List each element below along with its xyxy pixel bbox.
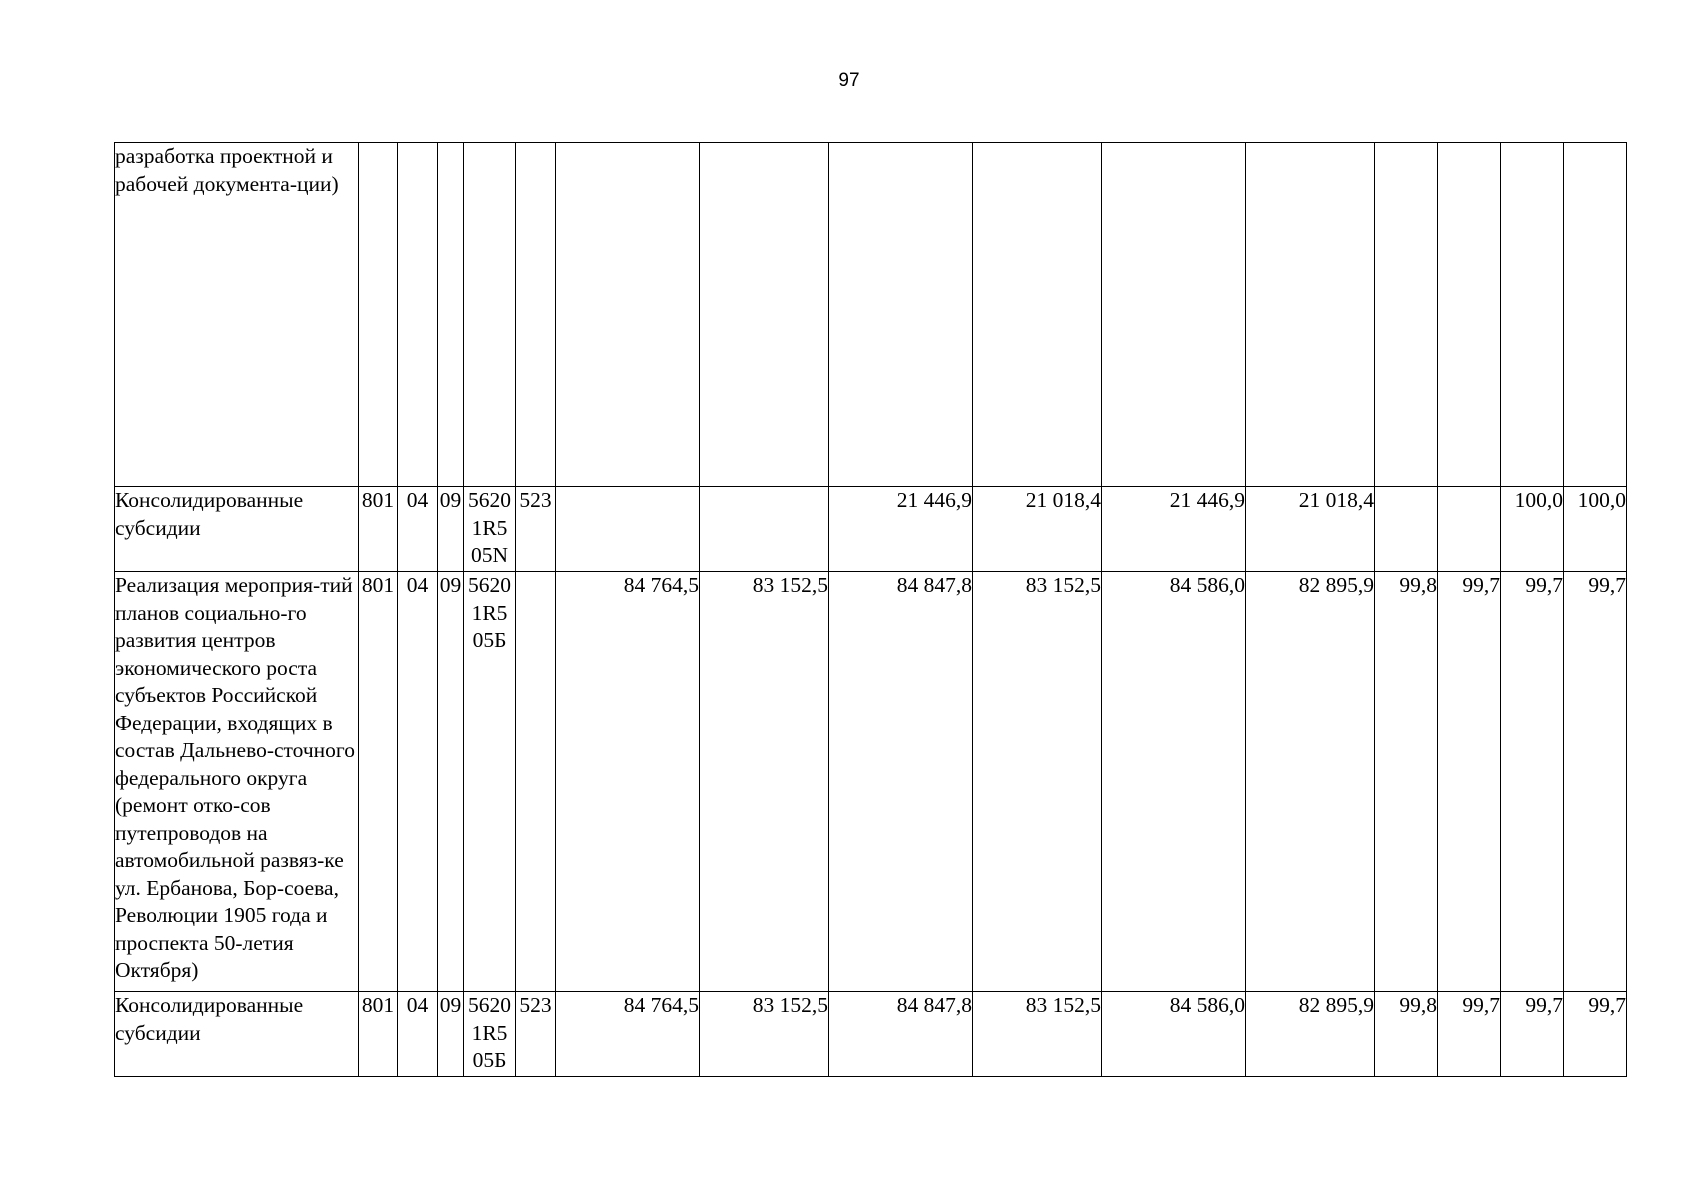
page-number: 97 — [838, 70, 860, 91]
amount-1 — [556, 143, 700, 487]
target-article-code — [464, 487, 516, 572]
percent-2: 99,7 — [1438, 992, 1501, 1077]
percent-1: 99,8 — [1375, 572, 1438, 992]
amount-4: 21 018,4 — [973, 487, 1102, 572]
target-article-code-part: 05Б — [472, 1048, 507, 1072]
expense-type-code: 523 — [516, 487, 556, 572]
subsection-code: 09 — [438, 572, 464, 992]
subsection-code: 09 — [438, 992, 464, 1077]
ved-code: 801 — [359, 992, 398, 1077]
ved-code: 801 — [359, 572, 398, 992]
amount-6 — [1246, 143, 1375, 487]
amount-3: 84 847,8 — [829, 572, 973, 992]
expense-type-code: 523 — [516, 992, 556, 1077]
target-article-code-part: 5620 — [468, 488, 511, 512]
table-row — [115, 487, 1627, 572]
section-code: 04 — [398, 572, 438, 992]
amount-3: 84 847,8 — [829, 992, 973, 1077]
target-article-code-part: 1R5 — [471, 1020, 508, 1045]
amount-6: 82 895,9 — [1246, 572, 1375, 992]
target-article-code-part: 1R5 — [471, 600, 508, 625]
percent-1 — [1375, 143, 1438, 487]
percent-1: 99,8 — [1375, 992, 1438, 1077]
amount-2 — [700, 487, 829, 572]
target-article-code — [464, 143, 516, 487]
amount-3: 21 446,9 — [829, 487, 973, 572]
section-code: 04 — [398, 487, 438, 572]
percent-4 — [1564, 143, 1627, 487]
item-name: Консолидированные субсидии — [115, 992, 359, 1077]
amount-5: 84 586,0 — [1102, 572, 1246, 992]
percent-4: 99,7 — [1564, 992, 1627, 1077]
amount-2: 83 152,5 — [700, 992, 829, 1077]
expense-type-code — [516, 143, 556, 487]
item-name: разработка проектной и рабочей документа-ции) — [115, 143, 359, 487]
target-article-code-part: 1R5 — [471, 515, 508, 540]
amount-2 — [700, 143, 829, 487]
ved-code: 801 — [359, 487, 398, 572]
percent-3: 99,7 — [1501, 572, 1564, 992]
expense-type-code — [516, 572, 556, 992]
target-article-code-part: 5620 — [468, 993, 511, 1017]
amount-1: 84 764,5 — [556, 992, 700, 1077]
target-article-code — [464, 992, 516, 1077]
table-row — [115, 572, 1627, 992]
subsection-code — [438, 143, 464, 487]
percent-4: 99,7 — [1564, 572, 1627, 992]
amount-2: 83 152,5 — [700, 572, 829, 992]
amount-5 — [1102, 143, 1246, 487]
amount-4: 83 152,5 — [973, 572, 1102, 992]
item-name: Реализация мероприя-тий планов социально-го развития центров экономического роста субъектов Российской Федерации, входящих в состав Дальнево-сточного федерального округа (ремонт отко-сов путепроводов на автомобильной развяз-ке ул. Ербанова, Бор-соева, Революции 1905 года и проспекта 50-летия Октября) — [115, 572, 359, 992]
target-article-code-part: 05N — [470, 543, 509, 567]
amount-4: 83 152,5 — [973, 992, 1102, 1077]
amount-4 — [973, 143, 1102, 487]
target-article-code — [464, 572, 516, 992]
amount-5: 84 586,0 — [1102, 992, 1246, 1077]
table-row — [115, 143, 1627, 487]
amount-6: 82 895,9 — [1246, 992, 1375, 1077]
budget-table — [114, 142, 1627, 1077]
percent-2 — [1438, 487, 1501, 572]
percent-4: 100,0 — [1564, 487, 1627, 572]
section-code: 04 — [398, 992, 438, 1077]
ved-code — [359, 143, 398, 487]
amount-3 — [829, 143, 973, 487]
amount-6: 21 018,4 — [1246, 487, 1375, 572]
item-name: Консолидированные субсидии — [115, 487, 359, 572]
table-row — [115, 992, 1627, 1077]
percent-3: 99,7 — [1501, 992, 1564, 1077]
amount-5: 21 446,9 — [1102, 487, 1246, 572]
percent-3 — [1501, 143, 1564, 487]
percent-3: 100,0 — [1501, 487, 1564, 572]
percent-2: 99,7 — [1438, 572, 1501, 992]
amount-1: 84 764,5 — [556, 572, 700, 992]
percent-1 — [1375, 487, 1438, 572]
subsection-code: 09 — [438, 487, 464, 572]
amount-1 — [556, 487, 700, 572]
target-article-code-part: 5620 — [468, 573, 511, 597]
section-code — [398, 143, 438, 487]
target-article-code-part: 05Б — [472, 628, 507, 652]
percent-2 — [1438, 143, 1501, 487]
